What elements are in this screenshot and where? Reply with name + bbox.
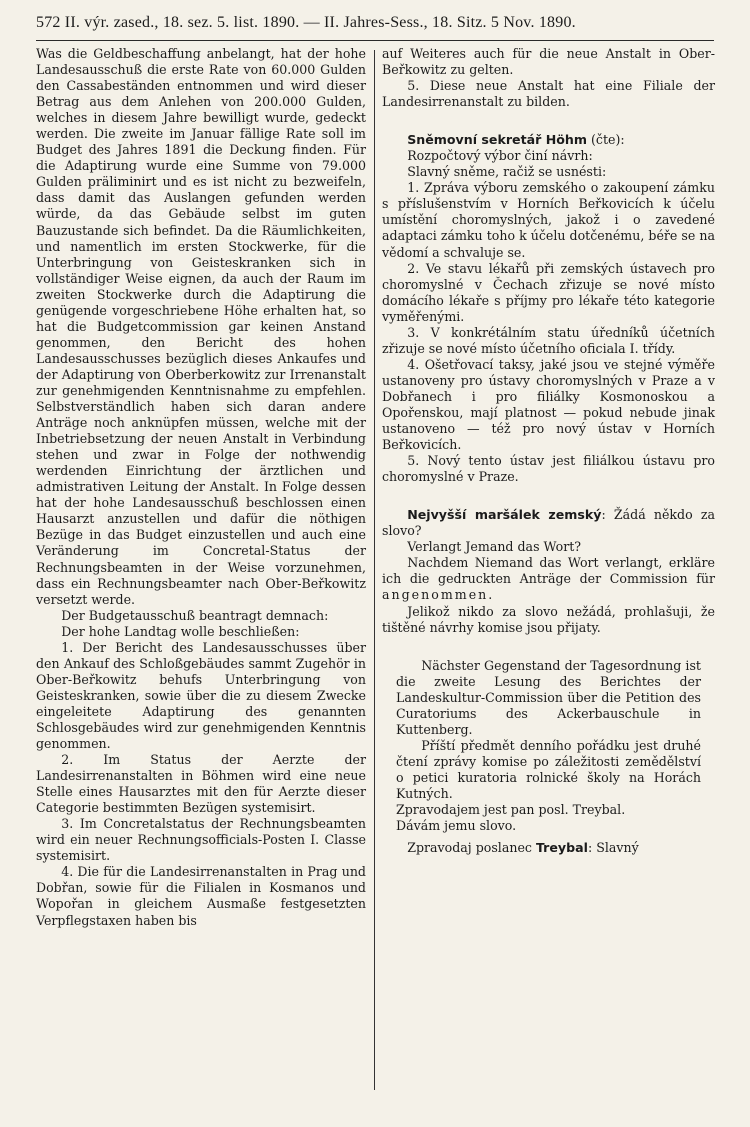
- czech-item-5: 5. Nový tento ústav jest filiálkou ústavu pro choromyslné v Praze.: [382, 453, 715, 485]
- secretary-note: (čte):: [586, 132, 625, 148]
- marshal-de-2a: Nachdem Niemand das Wort verlangt, erkläre ich die gedruckten Anträge der Commission für: [382, 555, 715, 587]
- secretary-line: [382, 132, 715, 148]
- column-divider: [374, 50, 375, 1090]
- next-item-de: Nächster Gegenstand der Tagesordnung ist die zweite Lesung des Berichtes der Landeskultur-Commission über die Petition des Curatoriums des Ackerbauschule in Kuttenberg.: [396, 657, 701, 737]
- next-item-cz: Příští předmět denního pořádku jest druhé čtení zprávy komise po záležitosti zemědělství o petici kuratoria rolnické školy na Horách Kutných.: [396, 737, 701, 801]
- resolution-item-1: 1. Der Bericht des Landesausschusses über den Ankauf des Schloßgebäudes sammt Zugehör in Ober-Beřkowitz behufs Unterbringung von Geisteskranken, sowie über die zu diesem Zwecke eingeleitete Adaptirung des genannten Schlosgebäudes wird zur genehmigenden Kenntnis genommen.: [36, 639, 366, 752]
- marshal-speaker: Nejvyšší maršálek zemský: [407, 507, 602, 523]
- continuation-text: auf Weiteres auch für die neue Anstalt in Ober-Beřkowitz zu gelten.: [382, 46, 715, 78]
- czech-intro-1: Rozpočtový výbor činí návrh:: [407, 148, 593, 164]
- czech-intro-2: Slavný sněme, račiž se usnésti:: [407, 164, 607, 180]
- marshal-de-1: Verlangt Jemand das Wort?: [407, 539, 582, 555]
- resolution-item-5-de: 5. Diese neue Anstalt hat eine Filiale der Landesirrenanstalt zu bilden.: [382, 78, 715, 110]
- marshal-cz: Jelikož nikdo za slovo nežádá, prohlašuji, že tištěné návrhy komise jsou přijaty.: [382, 603, 715, 635]
- marshal-de-2b: angenommen: [382, 587, 489, 603]
- header-rule: [36, 40, 714, 41]
- paragraph-resolution: Der hohe Landtag wolle beschließen:: [61, 623, 300, 639]
- left-column: [36, 46, 366, 929]
- czech-item-1: 1. Zpráva výboru zemského o zakoupení zámku s příslušenstvím v Horních Beřkovicích k účelu umístění choromyslných, jakož i o zavedené adaptaci zámku toho k účelu dotčenému, béře se na vědomí a schvaluje se.: [382, 180, 715, 260]
- marshal-text: : Žádá někdo za slovo?: [382, 507, 715, 539]
- paragraph-financing: Was die Geldbeschaffung anbelangt, hat der hohe Landesausschuß die erste Rate von 60.000 Gulden den Cassabeständen entnommen und wird dieser Betrag aus dem Anlehen von 200.000 Gulden, welches in diesem Jahre bewilligt wurde, gedeckt werden. Die zweite im Januar fällige Rate soll im Budget des Jahres 1891 die Deckung finden. Für die Adaptirung wurde eine Summe von 79.000 Gulden präliminirt und es ist nicht zu bezweifeln, dass damit das Auslangen gefunden werden würde, da das Gebäude selbst im guten Bauzustande sich befindet. Da die Räumlichkeiten, und namentlich im ersten Stockwerke, für die Unterbringung von Geisteskranken sich in vollständiger Weise eignen, da auch der Raum im zweiten Stockwerke durch die Adaptirung die genügende vorgeschriebene Höhe erhalten hat, so hat die Budgetcommission gar keinen Anstand genommen, den Bericht des hohen Landesausschusses bezüglich dieses Ankaufes und der Adaptirung von Oberberkowitz zur Irrenanstalt zur genehmigenden Kenntnisnahme zu empfehlen. Selbstverständlich haben sich daran andere Anträge noch anknüpfen müssen, welche mit der Inbetriebsetzung der neuen Anstalt in Verbindung stehen und zwar in Folge der nothwendig werdenden Einrichtung der ärztlichen und admistrativen Leitung der Anstalt. In Folge dessen hat der hohe Landesausschuß beschlossen einen Hausarzt anzustellen und dafür die nöthigen Bezüge in das Budget einzustellen und auch eine Veränderung im Concretal-Status der Rechnungsbeamten in der Weise vorzunehmen, dass ein Rechnungsbeamter nach Ober-Beřkowitz versetzt werde.: [36, 46, 366, 607]
- rapporteur-1: Zpravodajem jest pan posl. Treybal.: [396, 802, 626, 818]
- final-line: [382, 840, 715, 856]
- marshal-de-2: [382, 555, 715, 603]
- czech-item-2: 2. Ve stavu lékařů při zemských ústavech pro choromyslné v Čechach zřizuje se nové místo domácího lékaře s příjmy pro lékaře této kategorie vyměřenými.: [382, 260, 715, 324]
- final-text: : Slavný: [587, 840, 639, 856]
- secretary-speaker: Sněmovní sekretář Höhm: [407, 132, 587, 148]
- right-column: [382, 46, 715, 856]
- resolution-item-3: 3. Im Concretalstatus der Rechnungsbeamten wird ein neuer Rechnungsofficials-Posten I. Classe systemisirt.: [36, 816, 366, 864]
- marshal-de-2c: .: [488, 587, 493, 603]
- paragraph-committee-proposal: Der Budgetausschuß beantragt demnach:: [61, 607, 329, 623]
- final-prefix: Zpravodaj poslanec: [407, 840, 536, 856]
- rapporteur-2: Dávám jemu slovo.: [396, 818, 517, 834]
- page-header: 572 II. výr. zased., 18. sez. 5. list. 1890. — II. Jahres-Sess., 18. Sitz. 5 Nov. 1890.: [36, 14, 576, 31]
- czech-item-4: 4. Ošetřovací taksy, jaké jsou ve stejné výměře ustanoveny pro ústavy choromyslných v Praze a v Dobřanech i pro filiálky Kosmonoskou a Opořenskou, mají platnost — pokud nebude jinak ustanoveno — též pro nový ústav v Horních Beřkovicích.: [382, 356, 715, 453]
- resolution-item-2: 2. Im Status der Aerzte der Landesirrenanstalten in Böhmen wird eine neue Stelle eines Hausarztes mit den für Aerzte dieser Categorie bestimmten Bezügen systemisirt.: [36, 752, 366, 816]
- marshal-line: [382, 507, 715, 539]
- resolution-item-4: 4. Die für die Landesirrenanstalten in Prag und Dobřan, sowie für die Filialen in Kosmanos und Wopořan in gleichem Ausmaße festgesetzten Verpflegstaxen haben bis: [36, 864, 366, 928]
- final-speaker: Treybal: [535, 840, 588, 856]
- czech-item-3: 3. V konkrétálním statu úředníků účetních zřizuje se nové místo účetního oficiala I. třídy.: [382, 324, 715, 356]
